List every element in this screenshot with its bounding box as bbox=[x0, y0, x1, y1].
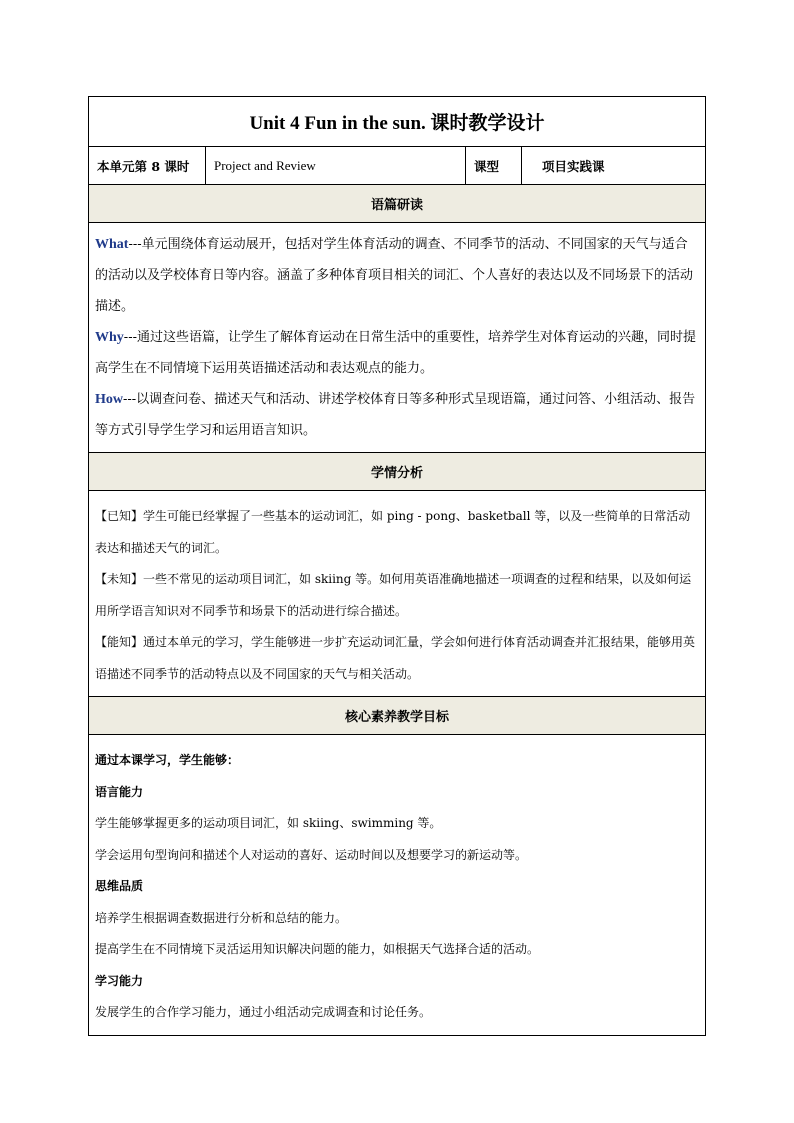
language-goal-1: 学生能够掌握更多的运动项目词汇，如 skiing、swimming 等。 bbox=[95, 816, 442, 830]
ability-paragraph: 【能知】通过本单元的学习，学生能够进一步扩充运动词汇量，学会如何进行体育活动调查并汇报结果，能够用英语描述不同季节的活动特点以及不同国家的天气与相关活动。 bbox=[95, 635, 696, 681]
reading-heading: 语篇研读 bbox=[370, 198, 423, 213]
goals-content bbox=[89, 735, 705, 1035]
how-label: How bbox=[95, 392, 123, 407]
section-heading-analysis bbox=[89, 453, 705, 491]
what-paragraph bbox=[95, 229, 699, 322]
thinking-goal-2: 提高学生在不同情境下灵活运用知识解决问题的能力，如根据天气选择合适的活动。 bbox=[95, 942, 540, 956]
section-heading-goals bbox=[89, 697, 705, 735]
goals-intro: 通过本课学习，学生能够： bbox=[95, 753, 240, 767]
how-paragraph bbox=[95, 384, 699, 446]
page-title: Unit 4 Fun in the sun. 课时教学设计 bbox=[249, 113, 545, 134]
language-goal-2: 学会运用句型询问和描述个人对运动的喜好、运动时间以及想要学习的新运动等。 bbox=[95, 847, 528, 862]
why-label: Why bbox=[95, 330, 124, 345]
why-paragraph bbox=[95, 322, 699, 384]
section-heading-reading bbox=[89, 185, 705, 223]
title-row bbox=[89, 97, 705, 147]
why-text: ---通过这些语篇，让学生了解体育运动在日常生活中的重要性，培养学生对体育运动的兴趣，同时提高学生在不同情境下运用英语描述活动和表达观点的能力。 bbox=[95, 330, 696, 376]
unknown-paragraph: 【未知】一些不常见的运动项目词汇，如 skiing 等。如何用英语准确地描述一项调查的过程和结果，以及如何运用所学语言知识对不同季节和场景下的活动进行综合描述。 bbox=[95, 572, 692, 618]
language-ability-title: 语言能力 bbox=[95, 784, 144, 799]
thinking-goal-1: 培养学生根据调查数据进行分析和总结的能力。 bbox=[95, 910, 348, 925]
lesson-info-row bbox=[89, 147, 705, 185]
what-text: ---单元围绕体育运动展开，包括对学生体育活动的调查、不同季节的活动、不同国家的天气与适合的活动以及学校体育日等内容。涵盖了多种体育项目相关的词汇、个人喜好的表达以及不同场景下的活动描述。 bbox=[95, 237, 694, 314]
analysis-content bbox=[89, 491, 705, 697]
known-paragraph: 【已知】学生可能已经掌握了一些基本的运动词汇，如 ping - pong、basketball 等，以及一些简单的日常活动表达和描述天气的词汇。 bbox=[95, 509, 691, 555]
goals-heading: 核心素养教学目标 bbox=[344, 710, 449, 725]
learning-goal-1: 发展学生的合作学习能力，通过小组活动完成调查和讨论任务。 bbox=[95, 1005, 432, 1019]
lesson-value: Project and Review bbox=[206, 147, 466, 184]
analysis-heading: 学情分析 bbox=[370, 466, 423, 481]
type-value: 项目实践课 bbox=[542, 158, 605, 174]
type-label: 课型 bbox=[466, 147, 522, 184]
thinking-quality-title: 思维品质 bbox=[95, 879, 144, 893]
learning-ability-title: 学习能力 bbox=[95, 973, 144, 988]
reading-content bbox=[89, 223, 705, 453]
lesson-plan-table bbox=[88, 96, 706, 1036]
lesson-label: 本单元第 8 课时 bbox=[89, 147, 206, 184]
what-label: What bbox=[95, 237, 129, 252]
how-text: ---以调查问卷、描述天气和活动、讲述学校体育日等多种形式呈现语篇，通过问答、小组活动、报告等方式引导学生学习和运用语言知识。 bbox=[95, 392, 696, 438]
